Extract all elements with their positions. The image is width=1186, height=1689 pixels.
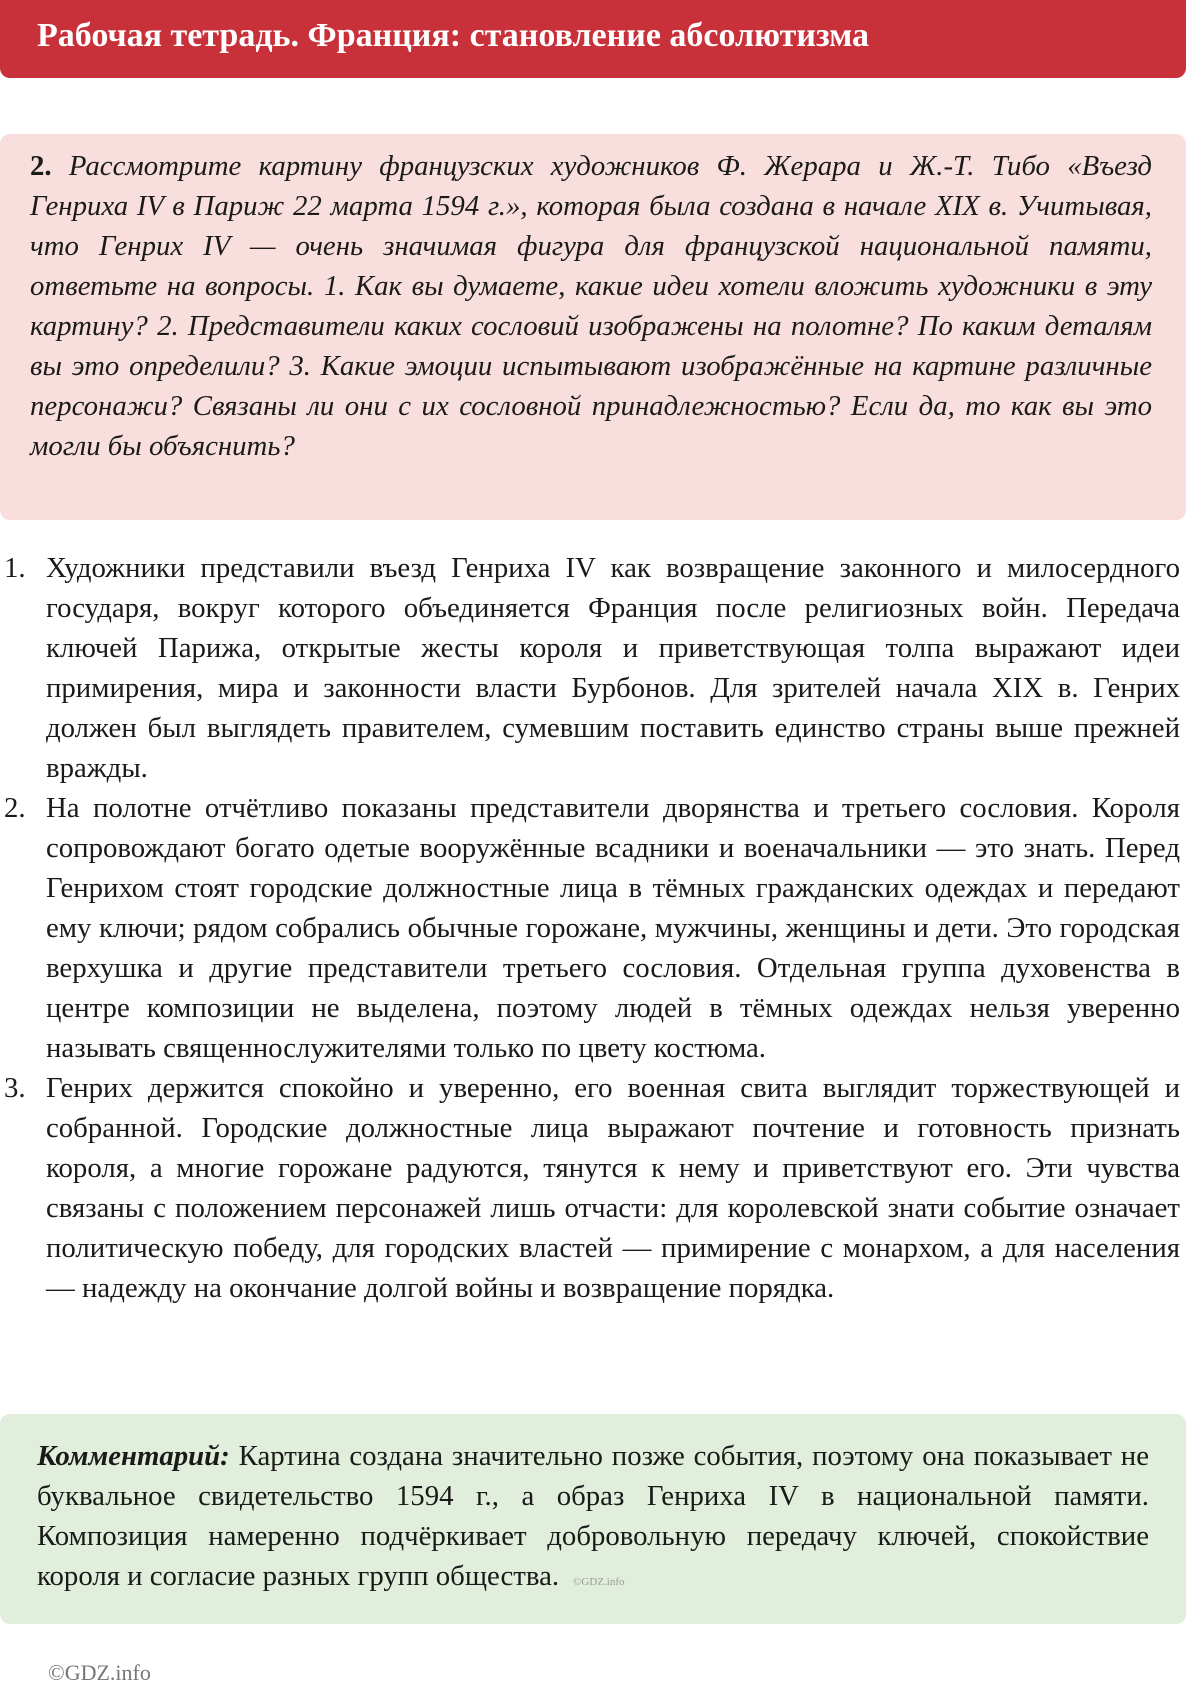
inline-watermark: ©GDZ.info [573, 1576, 625, 1588]
page-header [0, 0, 1186, 78]
answer-item [0, 548, 1180, 788]
comment-box [0, 1414, 1186, 1624]
page-title: Рабочая тетрадь. Франция: становление абсолютизма [37, 17, 870, 54]
task-question: Рассмотрите картину французских художников Ф. Жерара и Ж.-Т. Тибо «Въезд Генриха IV в Париж 22 марта 1594 г.», которая была создана в начале XIX в. Учитывая, что Генрих IV — очень значимая фигура для французской национальной памяти, ответьте на вопросы. 1. Как вы думаете, какие идеи хотели вложить художники в эту картину? 2. Представители каких сословий изображены на полотне? По каким деталям вы это определили? 3. Какие эмоции испытывают изображённые на картине различные персонажи? Связаны ли они с их сословной принадлежностью? Если да, то как вы это могли бы объяснить? [30, 150, 1152, 462]
comment-label: Комментарий: [37, 1440, 230, 1472]
answer-item [0, 1068, 1180, 1308]
answer-number: 2. [4, 792, 26, 824]
answer-text: Генрих держится спокойно и уверенно, его военная свита выглядит торжествующей и собранной. Городские должностные лица выражают почтение и готовность признать короля, а многие горожане радуются, тянутся к нему и приветствуют его. Эти чувства связаны с положением персонажей лишь отчасти: для королевской знати событие означает политическую победу, для городских властей — примирение с монархом, а для населения — надежду на окончание долгой войны и возвращение порядка. [46, 1072, 1180, 1304]
answer-text: Художники представили въезд Генриха IV как возвращение законного и милосердного государя, вокруг которого объединяется Франция после религиозных войн. Передача ключей Парижа, открытые жесты короля и приветствующая толпа выражают идеи примирения, мира и законности власти Бурбонов. Для зрителей начала XIX в. Генрих должен был выглядеть правителем, сумевшим поставить единство страны выше прежней вражды. [46, 552, 1180, 784]
task-text [30, 146, 1152, 466]
answer-number: 3. [4, 1072, 26, 1104]
answer-text: На полотне отчётливо показаны представители дворянства и третьего сословия. Короля сопровождают богато одетые вооружённые всадники и военачальники — это знать. Перед Генрихом стоят городские должностные лица в тёмных гражданских одеждах и передают ему ключи; рядом собрались обычные горожане, мужчины, женщины и дети. Это городская верхушка и другие представители третьего сословия. Отдельная группа духовенства в центре композиции не выделена, поэтому людей в тёмных одеждах нельзя уверенно называть священнослужителями только по цвету костюма. [46, 792, 1180, 1064]
footer-watermark: ©GDZ.info [48, 1660, 151, 1685]
comment-body: Картина создана значительно позже события, поэтому она показывает не буквальное свидетельство 1594 г., а образ Генриха IV в национальной памяти. Композиция намеренно подчёркивает добровольную передачу ключей, спокойствие короля и согласие разных групп общества. [37, 1440, 1149, 1592]
task-box [0, 134, 1186, 520]
comment-text [37, 1436, 1149, 1602]
task-number: 2. [30, 150, 52, 182]
answers-list [0, 548, 1180, 1308]
answer-number: 1. [4, 552, 26, 584]
answer-item [0, 788, 1180, 1068]
